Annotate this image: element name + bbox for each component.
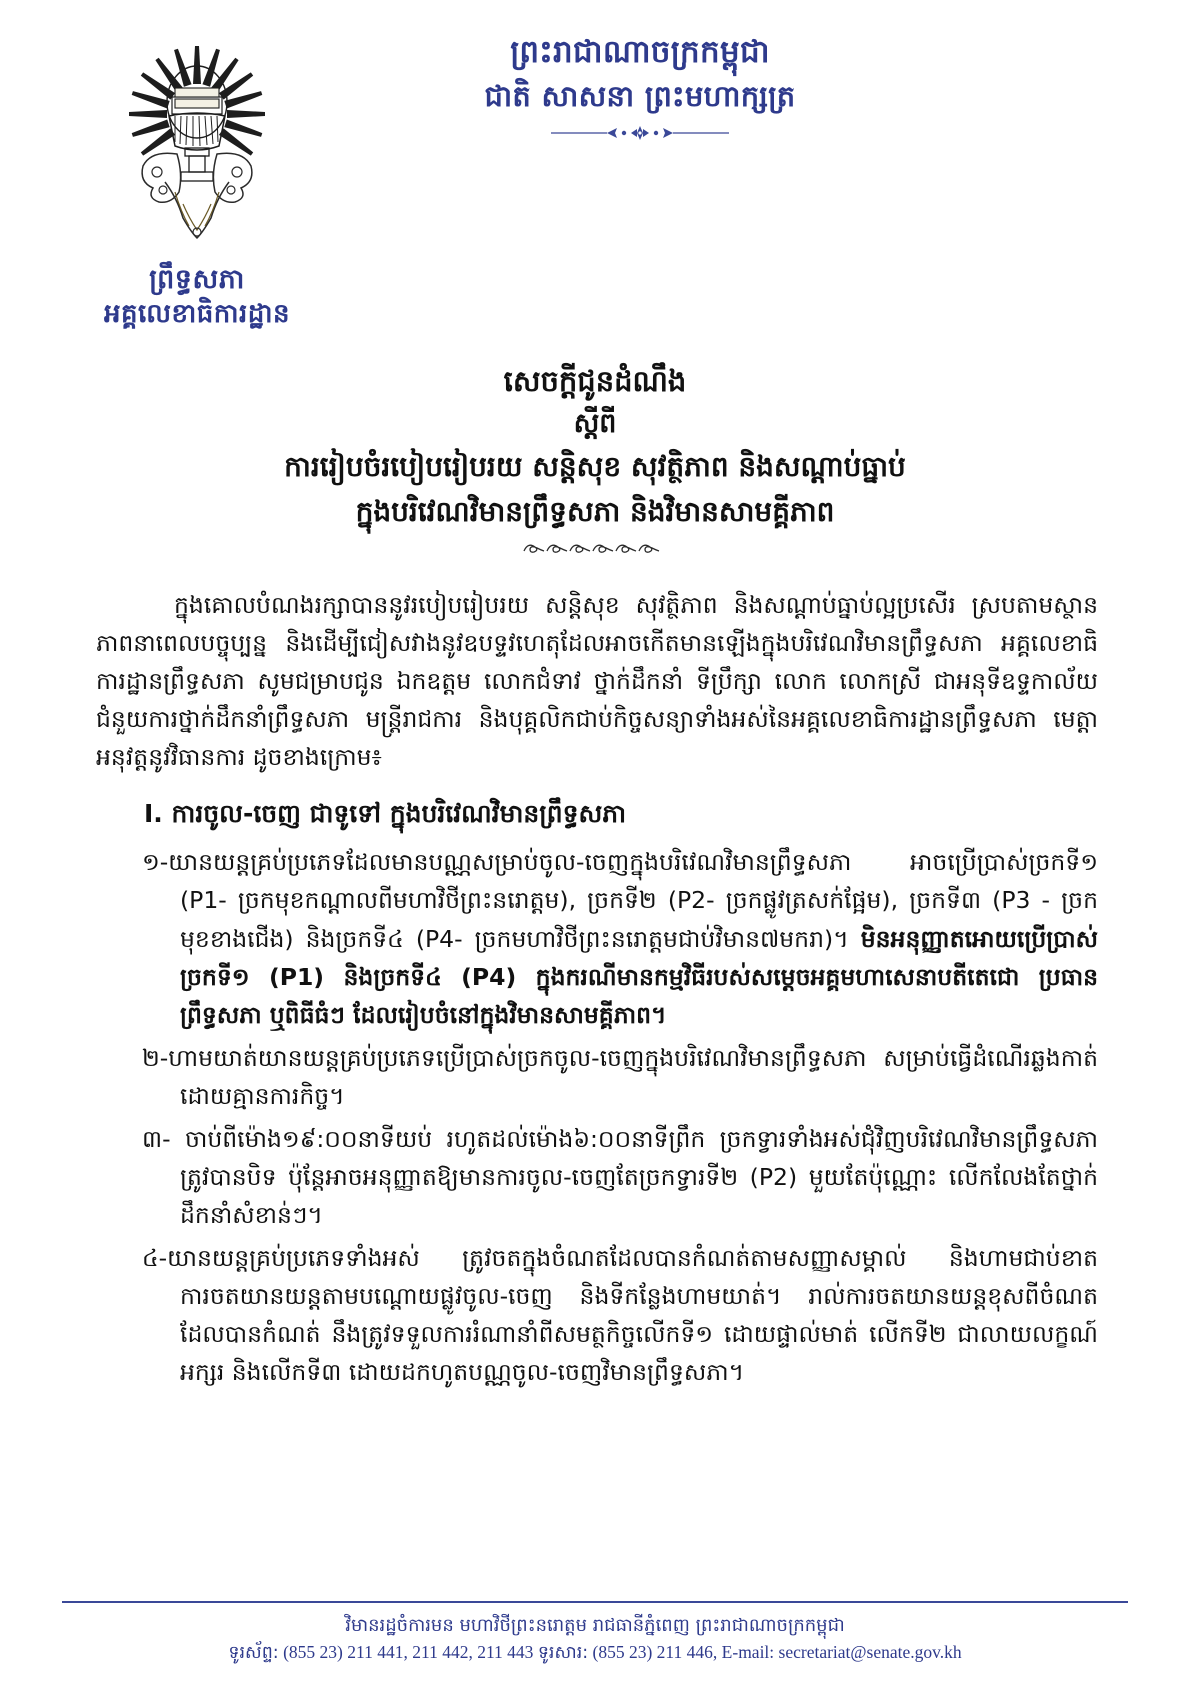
- section-heading-1: [144, 799, 1098, 835]
- emblem-label-line1: ព្រឹទ្ធសភា: [149, 264, 245, 295]
- footer-contact: [0, 1639, 1190, 1666]
- item-text-plain: ហាមយាត់យានយន្តគ្រប់ប្រភេទប្រើប្រាស់ច្រកចូល-ចេញក្នុងបរិវេណវិមានព្រឹទ្ធសភា សម្រាប់ធ្វើដំណើរឆ្លងកាត់ដោយគ្មានការកិច្ច។: [168, 1043, 1098, 1110]
- document-subtitle: ស្ដីពី: [573, 407, 617, 439]
- footer-tel-label: ទូរស័ព្ទ:: [228, 1642, 279, 1663]
- emblem-label: [72, 263, 322, 331]
- item-text-bold: មិនអនុញ្ញាតអោយប្រើប្រាស់ច្រកទី១ (P1) និងច្រកទី៤ (P4) ក្នុងករណីមានកម្មវិធីរបស់សម្ដេចអគ្គមហាសេនាបតីតេជោ ប្រធានព្រឹទ្ធសភា ឬពិធីធំៗ ដែលរៀបចំនៅក្នុងវិមានសាមគ្គីភាព។: [180, 924, 1098, 1029]
- section-number: I.: [144, 799, 163, 829]
- footer-address: វិមានរដ្ឋចំការមន មហាវិថីព្រះនរោត្តម រាជធានីភ្នំពេញ ព្រះរាជាណាចក្រកម្ពុជា: [345, 1614, 845, 1636]
- item-number: ២-: [142, 1043, 169, 1072]
- document-topic-line1: ការរៀបចំរបៀបរៀបរយ សន្ដិសុខ សុវត្ថិភាព និងសណ្ដាប់ធ្នាប់: [284, 450, 906, 483]
- list-item: [96, 1120, 1098, 1234]
- section-title: ការចូល-ចេញ ជាទូទៅ ក្នុងបរិវេណវិមានព្រឹទ្ធសភា: [171, 799, 627, 829]
- document-header: [0, 0, 1190, 350]
- kingdom-motto-block: [330, 30, 950, 142]
- fleuron-divider-icon: [545, 124, 735, 142]
- footer-divider: [62, 1601, 1128, 1603]
- list-item: [96, 1239, 1098, 1391]
- title-block: [0, 360, 1190, 562]
- footer-email-label: E-mail:: [721, 1641, 775, 1662]
- footer-tel-value: (855 23) 211 441, 211 442, 211 443: [283, 1641, 534, 1662]
- emblem-block: [72, 42, 322, 331]
- squiggle-divider: [90, 539, 1100, 562]
- item-text-plain: យានយន្តគ្រប់ប្រភេទដែលមានបណ្ណសម្រាប់ចូល-ចេញក្នុងបរិវេណវិមានព្រឹទ្ធសភា អាចប្រើប្រាស់ច្រកទី១ (P1- ច្រកមុខកណ្ដាលពីមហាវិថីព្រះនរោត្តម), ច្រកទី២ (P2- ច្រកផ្លូវត្រសក់ផ្អែម), ច្រកទី៣ (P3 - ច្រកមុខខាងជើង) និងច្រកទី៤ (P4- ច្រកមហាវិថីព្រះនរោត្តមជាប់វិមាន៧មករា)។: [168, 848, 1098, 953]
- footer-fax-value: (855 23) 211 446,: [592, 1641, 718, 1662]
- emblem-label-line2: អគ្គលេខាធិការដ្ឋាន: [103, 298, 291, 329]
- footer-fax-label: ទូរសារ:: [537, 1642, 589, 1663]
- item-number: ៣-: [142, 1124, 171, 1153]
- fleuron-divider: [330, 124, 950, 142]
- list-item: [96, 843, 1098, 1033]
- document-topic-line2: ក្នុងបរិវេណវិមានព្រឹទ្ធសភា និងវិមានសាមគ្គីភាព: [355, 494, 835, 528]
- royal-cambodian-senate-emblem-icon: [117, 42, 277, 257]
- list-item: [96, 1039, 1098, 1115]
- document-footer: [0, 1601, 1190, 1666]
- document-body: [0, 586, 1190, 1392]
- intro-paragraph: ក្នុងគោលបំណងរក្សាបាននូវរបៀបរៀបរយ សន្ដិសុខ សុវត្ថិភាព និងសណ្ដាប់ធ្នាប់ល្អប្រសើរ ស្របតាមស្ថានភាពនាពេលបច្ចុប្បន្ន និងដើម្បីជៀសវាងនូវឧបទ្ទវហេតុដែលអាចកើតមានឡើងក្នុងបរិវេណវិមានព្រឹទ្ធសភា អគ្គលេខាធិការដ្ឋានព្រឹទ្ធសភា សូមជម្រាបជូន ឯកឧត្តម លោកជំទាវ ថ្នាក់ដឹកនាំ ទីប្រឹក្សា លោក លោកស្រី ជាអនុទីឧទ្ទកាល័យ ជំនួយការថ្នាក់ដឹកនាំព្រឹទ្ធសភា មន្ត្រីរាជការ និងបុគ្គលិកជាប់កិច្ចសន្យាទាំងអស់នៃអគ្គលេខាធិការដ្ឋានព្រឹទ្ធសភា មេត្តាអនុវត្តនូវវិធានការ ដូចខាងក្រោម៖: [96, 590, 1098, 771]
- item-number: ៤-: [142, 1244, 168, 1273]
- item-number: ១-: [142, 848, 169, 877]
- item-text-plain: ចាប់ពីម៉ោង១៩:០០នាទីយប់ រហូតដល់ម៉ោង៦:០០នាទីព្រឹក ច្រកទ្វារទាំងអស់ជុំវិញបរិវេណវិមានព្រឹទ្ធសភា ត្រូវបានបិទ ប៉ុន្តែអាចអនុញ្ញាតឱ្យមានការចូល-ចេញតែច្រកទ្វារទី២ (P2) មួយតែប៉ុណ្ណោះ លើកលែងតែថ្នាក់ដឹកនាំសំខាន់ៗ។: [170, 1124, 1098, 1229]
- squiggle-divider-icon: [520, 539, 670, 557]
- footer-email-value: secretariat@senate.gov.kh: [778, 1641, 962, 1662]
- item-text-plain: យានយន្តគ្រប់ប្រភេទទាំងអស់ ត្រូវចតក្នុងចំណតដែលបានកំណត់តាមសញ្ញាសម្គាល់ និងហាមជាប់ខាតការចតយានយន្តតាមបណ្ដោយផ្លូវចូល-ចេញ និងទីកន្លែងហាមយាត់។ រាល់ការចតយានយន្តខុសពីចំណតដែលបានកំណត់ នឹងត្រូវទទួលការរំណានាំពីសមត្ថកិច្ចលើកទី១ ដោយផ្ទាល់មាត់ លើកទី២ ជាលាយលក្ខណ៍អក្សរ និងលើកទី៣ ដោយដកហូតបណ្ណចូល-ចេញវិមានព្រឹទ្ធសភា។: [167, 1244, 1098, 1387]
- national-motto: ជាតិ សាសនា ព្រះមហាក្សត្រ: [484, 78, 796, 113]
- kingdom-name: ព្រះរាជាណាចក្រកម្ពុជា: [510, 34, 770, 70]
- document-title: សេចក្ដីជូនដំណឹង: [503, 364, 687, 398]
- section-1-items: [96, 843, 1098, 1391]
